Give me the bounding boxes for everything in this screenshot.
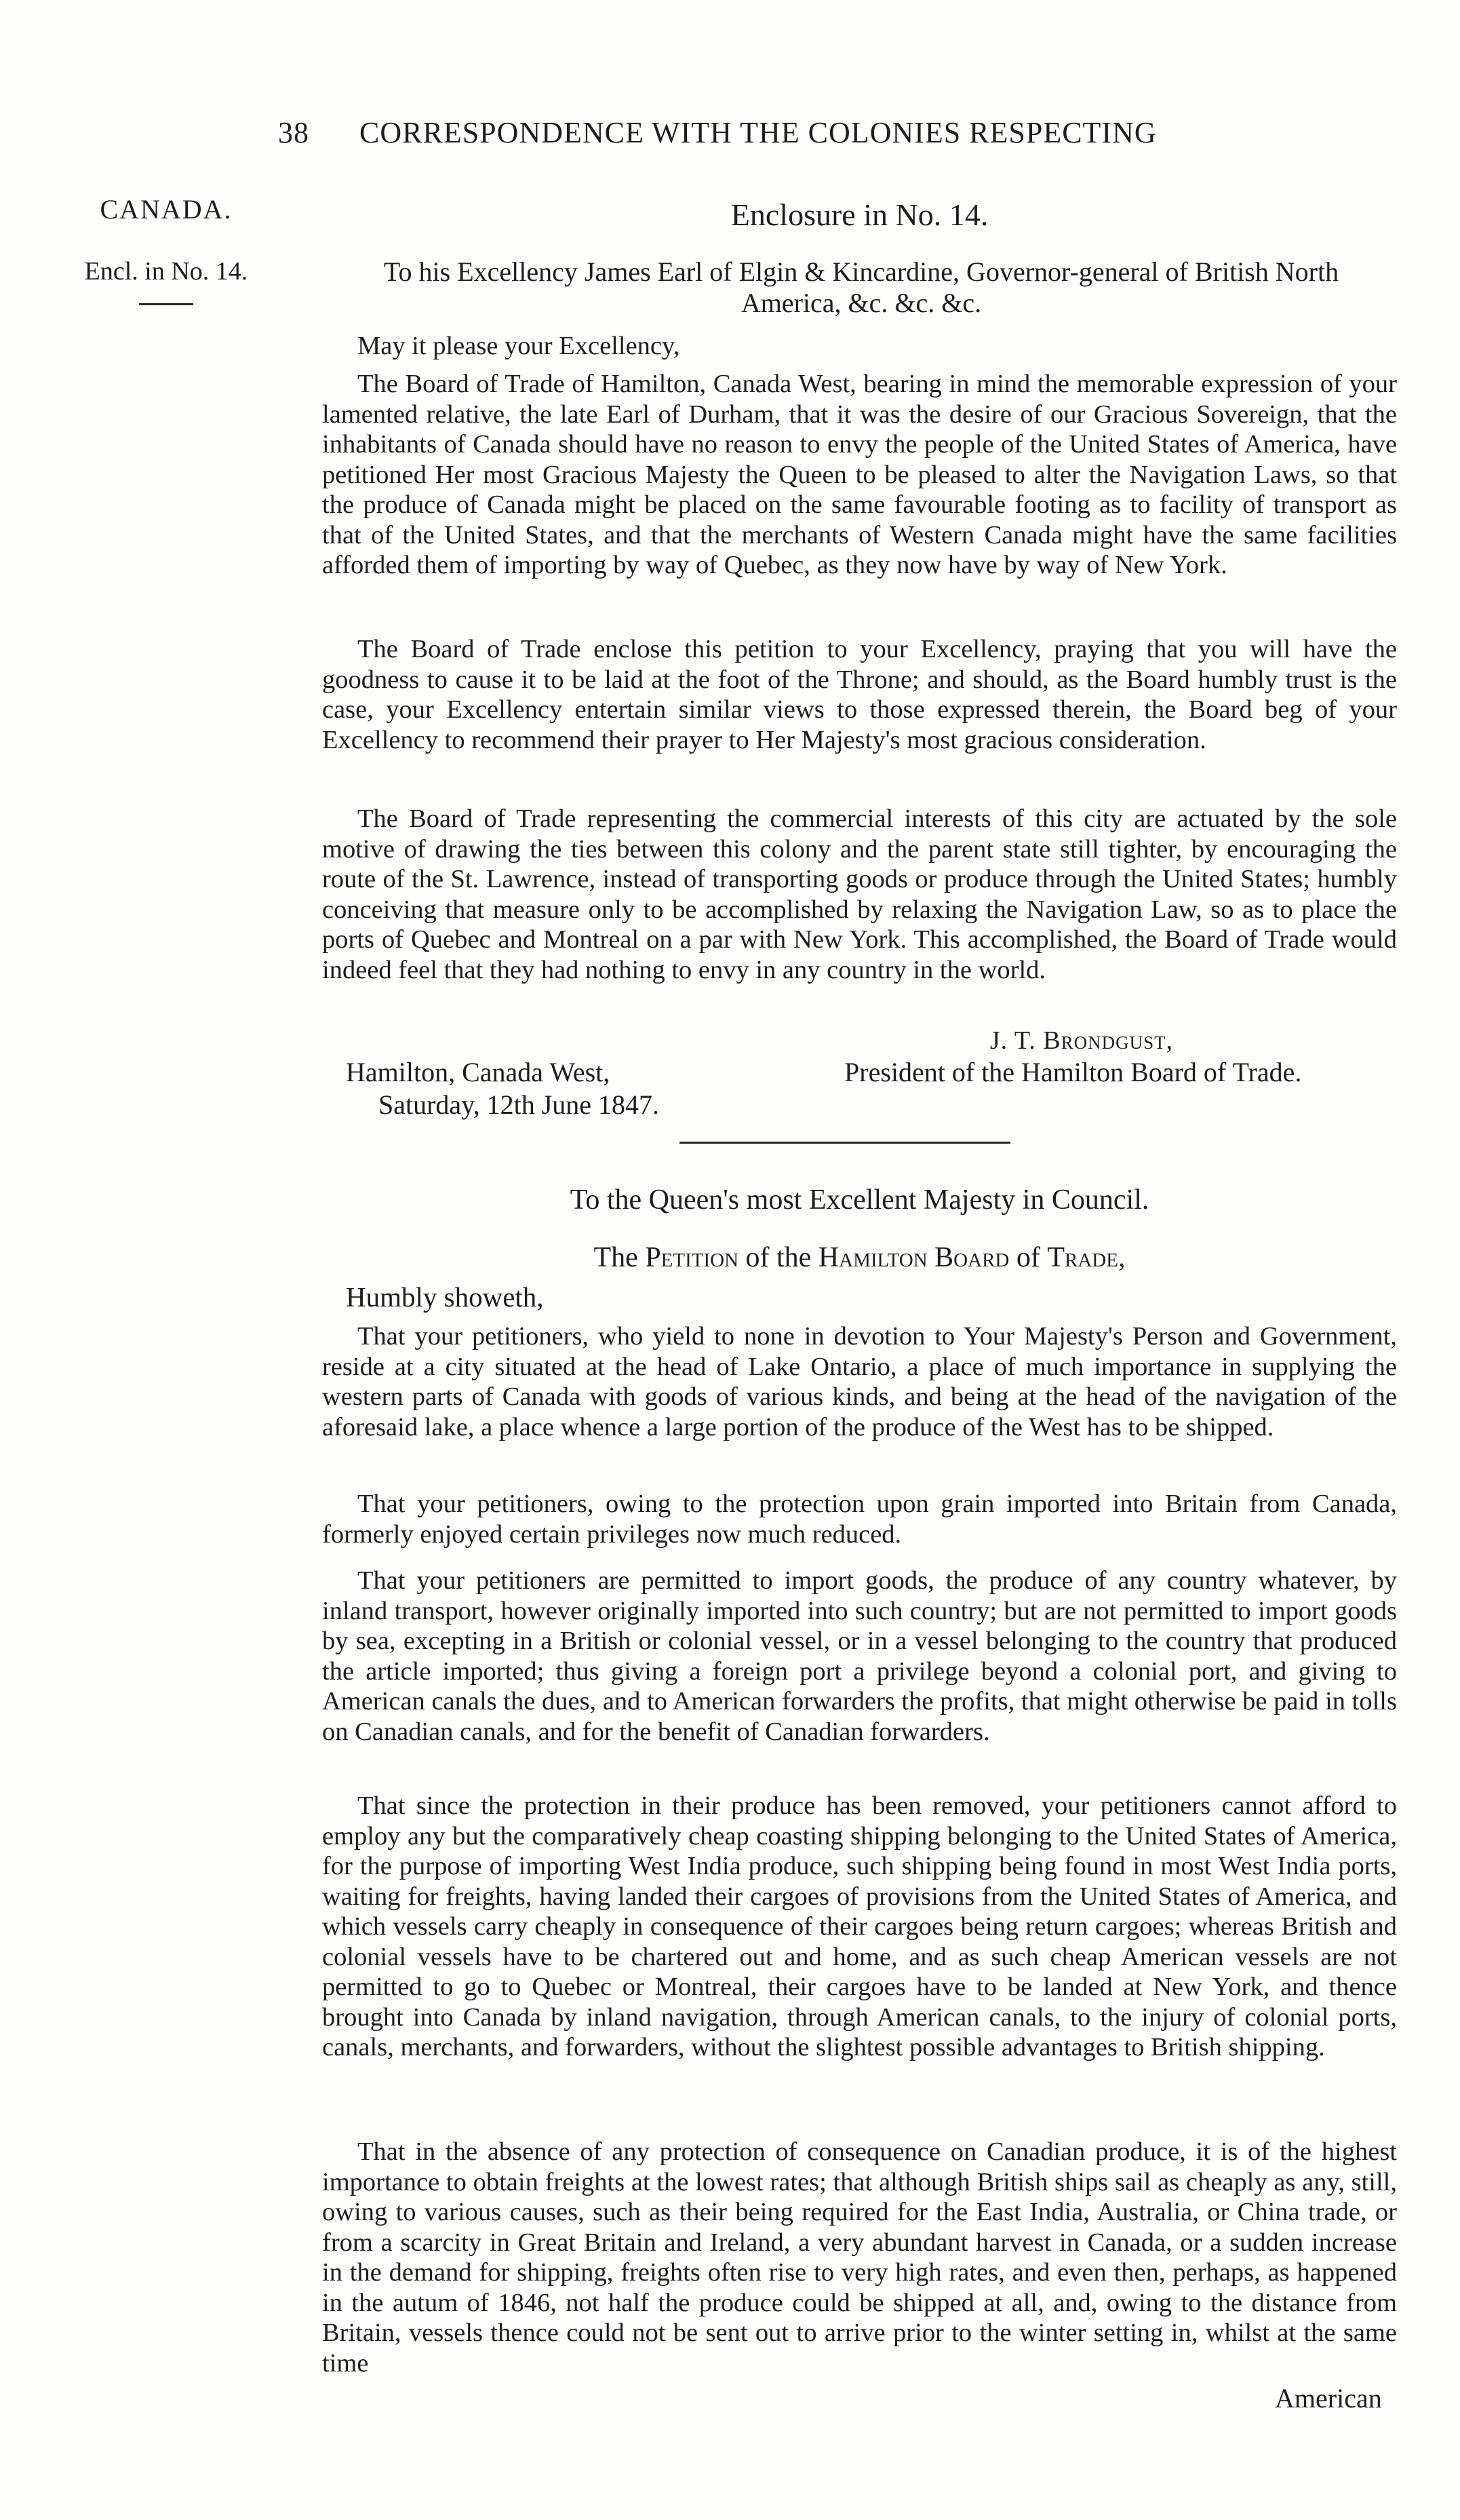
header-title: CORRESPONDENCE WITH THE COLONIES RESPECTING bbox=[359, 116, 1157, 149]
paragraph-text: That your petitioners, who yield to none in devotion to Your Majesty's Person and Government, reside at a city situated at the head of Lake Ontario, a place of much importance in supplying the western parts of Canada with goods of various kinds, and being at the head of the navigation of the aforesaid lake, a place whence a large portion of the produce of the West has to be shipped. bbox=[322, 1322, 1397, 1441]
petition-title-petition: Petition bbox=[645, 1242, 739, 1273]
paragraph-text: The Board of Trade enclose this petition to your Excellency, praying that you will have the goodness to cause it to be laid at the foot of the Throne; and should, as the Board humbly trust is the case, your Excellency entertain similar views to those expressed therein, the Board beg of your Excellency to recommend their prayer to Her Majesty's most gracious consideration. bbox=[322, 635, 1397, 754]
petition-paragraph-1 bbox=[322, 1321, 1397, 1442]
petition-address: To the Queen's most Excellent Majesty in Council. bbox=[570, 1184, 1149, 1216]
petition-paragraph-3 bbox=[322, 1566, 1397, 1747]
petition-title-the: The bbox=[593, 1242, 638, 1273]
section-divider bbox=[679, 1142, 1010, 1144]
enclosure-address: To his Excellency James Earl of Elgin & Kincardine, Governor-general of British North America, &c. &c. &c. bbox=[383, 256, 1339, 318]
margin-note-enclosure: Encl. in No. 14. bbox=[84, 257, 248, 286]
letter-place-date bbox=[346, 1056, 659, 1121]
letter-salutation bbox=[322, 331, 1397, 362]
paragraph-text: That since the protection in their produce has been removed, your petitioners cannot afford to employ any but the comparatively cheap coasting shipping belonging to the United States of America, for the purpose of importing West India produce, such shipping being found in most West India ports, waiting for freights, having landed their cargoes of provisions from the United States of America, and which vessels carry cheaply in consequence of their cargoes being return cargoes; whereas British and colonial vessels have to be chartered out and home, and as such cheap American vessels are not permitted to go to Quebec or Montreal, their cargoes have to be landed at New York, and thence brought into Canada by inland navigation, through American canals, to the injury of colonial ports, canals, merchants, and forwarders, without the slightest possible advantages to British shipping. bbox=[322, 1791, 1397, 2061]
place-line: Hamilton, Canada West, bbox=[346, 1057, 610, 1087]
date-line: Saturday, 12th June 1847. bbox=[378, 1089, 660, 1120]
paragraph-text: The Board of Trade representing the commercial interests of this city are actuated by the sole motive of drawing the ties between this colony and the parent state still tighter, by encouraging the route of the St. Lawrence, instead of transporting goods or produce through the United States; humbly conceiving that measure only to be accomplished by relaxing the Navigation Law, so as to place the ports of Quebec and Montreal on a par with New York. This accomplished, the Board of Trade would indeed feel that they had nothing to envy in any country in the world. bbox=[322, 805, 1397, 984]
enclosure-title: Enclosure in No. 14. bbox=[730, 197, 989, 232]
catchword: American bbox=[1275, 2383, 1382, 2414]
signatory-title: President of the Hamilton Board of Trade. bbox=[844, 1057, 1302, 1087]
petition-paragraph-2 bbox=[322, 1489, 1397, 1549]
petition-title-board: Board bbox=[934, 1242, 1010, 1273]
letter-paragraph-2 bbox=[322, 634, 1397, 755]
margin-divider bbox=[139, 303, 193, 305]
paragraph-text: That in the absence of any protection of consequence on Canadian produce, it is of the highest importance to obtain freights at the lowest rates; that although British ships sail as cheaply as any, still, owing to various causes, such as their being required for the East India, Australia, or China trade, or from a scarcity in Great Britain and Ireland, a very abundant harvest in Canada, or a sudden increase in the demand for shipping, freights often rise to very high rates, and even then, perhaps, as happened in the autum of 1846, not half the produce could be shipped at all, and, owing to the distance from Britain, vessels thence could not be sent out to arrive prior to the winter setting in, whilst at the same time bbox=[322, 2137, 1397, 2378]
petition-title-hamilton: Hamilton bbox=[818, 1242, 928, 1273]
petition-title bbox=[322, 1241, 1397, 1274]
running-header bbox=[278, 115, 1295, 150]
paragraph-text: That your petitioners are permitted to import goods, the produce of any country whatever, by inland transport, however originally imported into such country; but are not permitted to import goods by sea, excepting in a British or colonial vessel, or in a vessel belonging to the country that produced the article imported; thus giving a foreign port a privilege beyond a colonial port, and giving to American canals the dues, and to American forwarders the profits, that might otherwise be paid in tolls on Canadian canals, and for the benefit of Canadian forwarders. bbox=[322, 1566, 1397, 1746]
signatory-name: J. T. Brondgust, bbox=[989, 1026, 1174, 1055]
paragraph-text: That your petitioners, owing to the protection upon grain imported into Britain from Canada, formerly enjoyed certain privileges now much reduced. bbox=[322, 1490, 1397, 1549]
page-number: 38 bbox=[278, 116, 309, 149]
petition-showeth: Humbly showeth, bbox=[346, 1281, 544, 1313]
letter-paragraph-3 bbox=[322, 804, 1397, 985]
petition-paragraph-4 bbox=[322, 1791, 1397, 2063]
petition-title-of-the: of the bbox=[745, 1242, 812, 1273]
petition-title-trade: Trade, bbox=[1047, 1242, 1126, 1273]
paragraph-text: The Board of Trade of Hamilton, Canada West, bearing in mind the memorable expression of your lamented relative, the late Earl of Durham, that it was the desire of our Gracious Sovereign, that the inhabitants of Canada should have no reason to envy the people of the United States of America, have petitioned Her most Gracious Majesty the Queen to be pleased to alter the Navigation Laws, so that the produce of Canada might be placed on the same favourable footing as to facility of transport as that of the United States, and that the merchants of Western Canada might have the same facilities afforded them of importing by way of Quebec, as they now have by way of New York. bbox=[322, 370, 1397, 579]
margin-note-canada: CANADA. bbox=[100, 194, 233, 225]
petition-paragraph-5 bbox=[322, 2137, 1397, 2378]
letter-paragraph-1 bbox=[322, 369, 1397, 581]
petition-title-of: of bbox=[1016, 1242, 1040, 1273]
salutation-text: May it please your Excellency, bbox=[357, 332, 680, 360]
